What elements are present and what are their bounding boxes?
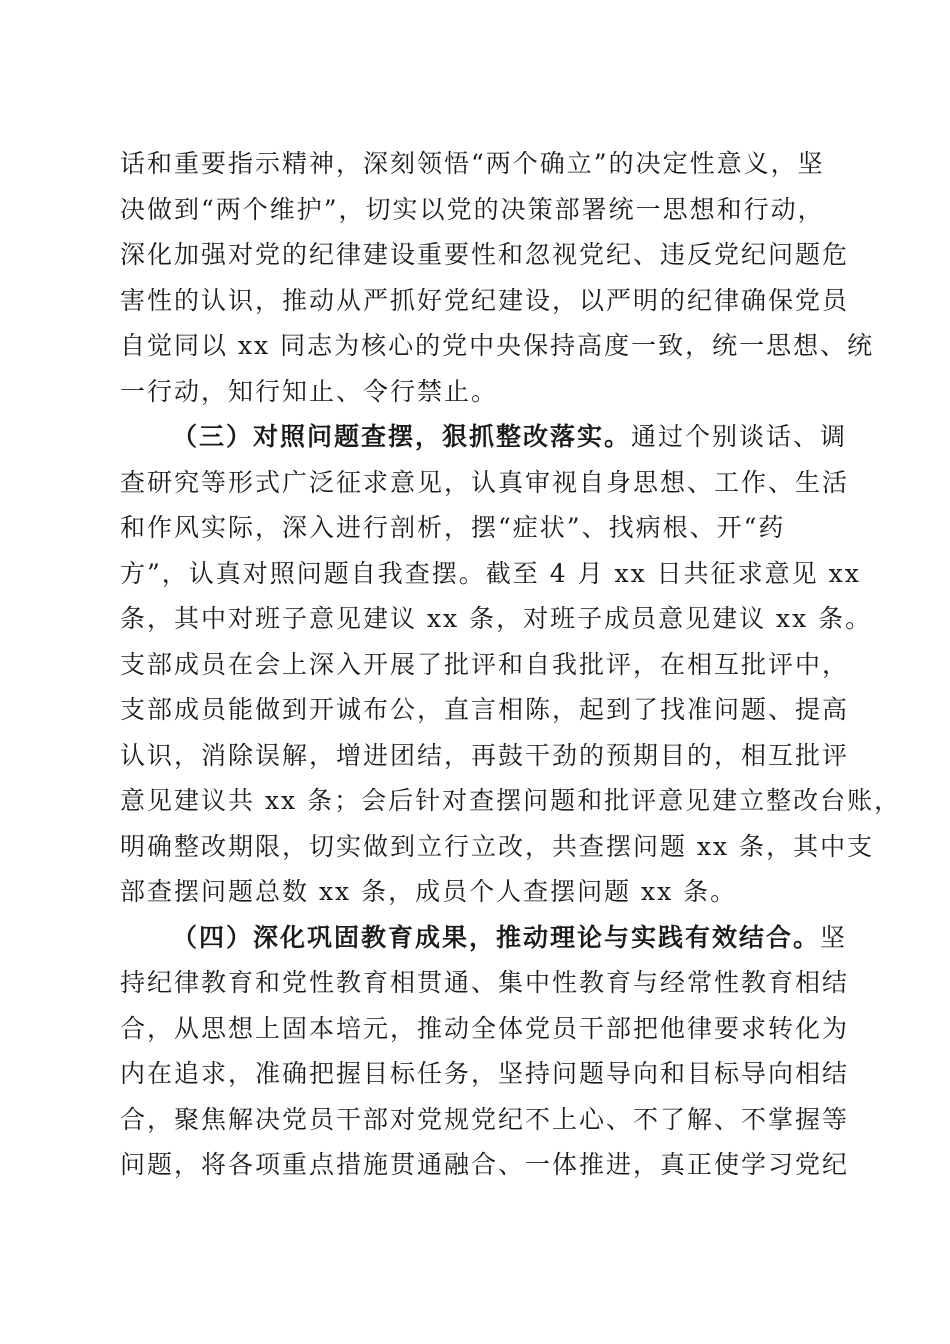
text-line: 条，其中对班子意见建议 xx 条，对班子成员意见建议 xx 条。 [120,604,873,633]
text-line: 部查摆问题总数 xx 条，成员个人查摆问题 xx 条。 [120,877,738,906]
text-line: 认识，消除误解，增进团结，再鼓干劲的预期目的，相互批评 [120,740,850,770]
paragraph-2 [120,414,902,915]
text-line: 意见建议共 xx 条；会后针对查摆问题和批评意见建立整改台账， [120,786,902,815]
text-line: 决做到“两个维护”，切实以党的决策部署统一思想和行动， [120,194,825,224]
text-line-first [120,414,848,460]
paragraph-3 [120,915,850,1188]
text-line: 合，从思想上固本培元，推动全体党员干部把他律要求转化为 [120,1013,850,1043]
text-line: 和作风实际，深入进行剖析，摆“症状”、找病根、开“药 [120,513,786,542]
text-line: 自觉同以 xx 同志为核心的党中央保持高度一致，统一思想、统 [120,331,875,360]
text-line: 明确整改期限，切实做到立行立改，共查摆问题 xx 条，其中支 [120,831,875,861]
text-fragment: 坚 [820,922,848,952]
text-line: 支部成员在会上深入开展了批评和自我批评，在相互批评中， [120,649,850,679]
text-line: 查研究等形式广泛征求意见，认真审视自身思想、工作、生活 [120,467,850,497]
text-line: 害性的认识，推动从严抓好党纪建设，以严明的纪律确保党员 [120,285,850,315]
text-line: 支部成员能做到开诚布公，直言相陈，起到了找准问题、提高 [120,695,850,724]
section-heading-3: （三）对照问题查摆，狠抓整改落实。 [172,422,632,451]
text-line: 持纪律教育和党性教育相贯通、集中性教育与经常性教育相结 [120,968,850,997]
text-line: 深化加强对党的纪律建设重要性和忽视党纪、违反党纪问题危 [120,240,850,269]
text-line: 内在追求，准确把握目标任务，坚持问题导向和目标导向相结 [120,1059,850,1088]
paragraph-1 [120,141,875,414]
text-fragment: 通过个别谈话、调 [631,422,848,451]
document-body [120,141,902,1188]
text-line-first [120,915,848,961]
text-line: 方”，认真对照问题自我查摆。截至 4 月 xx 日共征求意见 xx [120,558,861,588]
text-line: 话和重要指示精神，深刻领悟“两个确立”的决定性意义，坚 [120,149,825,178]
text-line: 一行动，知行知止、令行禁止。 [120,376,499,406]
text-line: 合，聚焦解决党员干部对党规党纪不上心、不了解、不掌握等 [120,1104,850,1134]
text-line: 问题，将各项重点措施贯通融合、一体推进，真正使学习党纪 [120,1150,850,1179]
section-heading-4: （四）深化巩固教育成果，推动理论与实践有效结合。 [172,922,821,952]
